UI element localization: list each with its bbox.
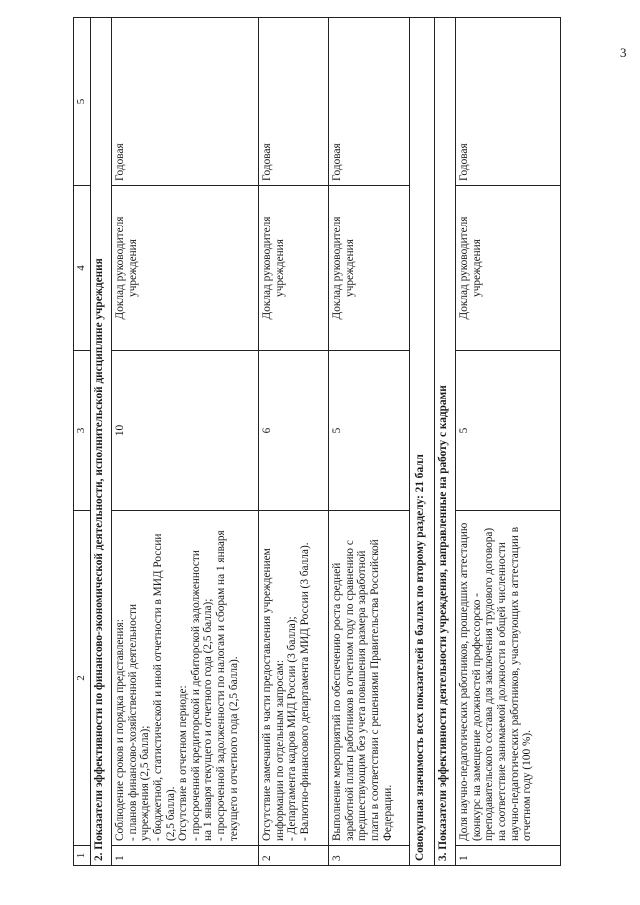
table-header-row [74, 18, 91, 866]
section-2-total: Совокупная значимость всех показателей в баллах по второму разделу: 21 балл [410, 18, 435, 866]
text-line: (2,5 балла). [164, 786, 177, 841]
text-line: - бюджетной, статистической и иной отчетности в МИД России [151, 533, 164, 841]
header-col-1: 1 [74, 846, 91, 866]
indicator-text [456, 511, 561, 846]
score-cell: 5 [329, 351, 410, 511]
text-line: Соблюдение сроков и порядка представления: [114, 619, 126, 841]
page-number: 3 [620, 45, 627, 60]
rotated-table-sheet [73, 18, 610, 866]
period-cell: Годовая [259, 18, 329, 186]
text-line: Отсутствие замечаний в части предоставления учреждением [261, 548, 273, 841]
table-row [329, 18, 410, 866]
text-line: Доля научно-педагогических работников, прошедших аттестацию [458, 522, 470, 841]
text-line: - Валютно-финансового департамента МИД России (3 балла). [298, 542, 311, 841]
text-line: - просроченной кредиторской и дебиторской задолженности [189, 550, 202, 841]
text-line: информации по отдельным запросам: [273, 660, 286, 841]
text-line: на 1 января текущего и отчетного года (2,5 балла); [202, 598, 215, 841]
text-line: - Департамента кадров МИД России (3 балла); [286, 616, 299, 841]
text-line: - просроченной задолженности по налогам и сборам на 1 января [215, 530, 228, 841]
section-2-heading-row [91, 18, 112, 866]
period-cell: Годовая [329, 18, 410, 186]
text-line: Выполнение мероприятий по обеспечению роста средней [331, 562, 343, 841]
row-number: 1 [112, 846, 259, 866]
source-cell: Доклад руководителя учреждения [112, 186, 259, 351]
indicator-text [329, 511, 410, 846]
header-col-2: 2 [74, 511, 91, 846]
source-cell: Доклад руководителя учреждения [329, 186, 410, 351]
text-line: (конкурс на замещение должностей профессорско - [470, 593, 483, 841]
text-line: текущего и отчетного года (2,5 балла). [227, 656, 240, 841]
table-row [456, 18, 561, 866]
section-3-heading-row [435, 18, 456, 866]
score-cell: 5 [456, 351, 561, 511]
text-line: платы в соответствии с решениями Правительства Российской [368, 539, 381, 841]
text-line: Отсутствие в отчетном периоде: [177, 685, 190, 841]
section-3-heading: 3. Показатели эффективности деятельности учреждения, направленные на работу с кадрами [435, 18, 456, 866]
table-rotator [73, 18, 610, 866]
score-cell: 6 [259, 351, 329, 511]
table-row [259, 18, 329, 866]
row-number: 1 [456, 846, 561, 866]
source-cell: Доклад руководителя учреждения [456, 186, 561, 351]
text-line: предшествующим без учета повышения размера заработной [356, 550, 369, 841]
header-col-3: 3 [74, 351, 91, 511]
text-line: преподавательского состава для заключения трудового договора) [483, 527, 496, 841]
text-line: на соответствие занимаемой должности в общей численности [495, 542, 508, 841]
indicator-text [112, 511, 259, 846]
indicator-text [259, 511, 329, 846]
row-number: 3 [329, 846, 410, 866]
header-col-5: 5 [74, 18, 91, 186]
indicators-table [73, 17, 561, 866]
period-cell: Годовая [456, 18, 561, 186]
table-row [112, 18, 259, 866]
row-number: 2 [259, 846, 329, 866]
score-cell: 10 [112, 351, 259, 511]
source-cell: Доклад руководителя учреждения [259, 186, 329, 351]
text-line: - планов финансово-хозяйственной деятельности [126, 603, 139, 841]
period-cell: Годовая [112, 18, 259, 186]
text-line: отчетном году (100 %). [521, 730, 534, 841]
text-line: учреждения (2,5 балла); [139, 725, 152, 841]
text-line: заработной платы работников в отчетном году по сравнению с [343, 540, 356, 841]
section-2-total-row [410, 18, 435, 866]
text-line: Федерации. [381, 784, 394, 841]
text-line: научно-педагогических работников, участвующих в аттестации в [508, 526, 521, 841]
header-col-4: 4 [74, 186, 91, 351]
section-2-heading: 2. Показатели эффективности по финансово-экономической деятельности, исполнительской дисциплине учреждения [91, 18, 112, 866]
